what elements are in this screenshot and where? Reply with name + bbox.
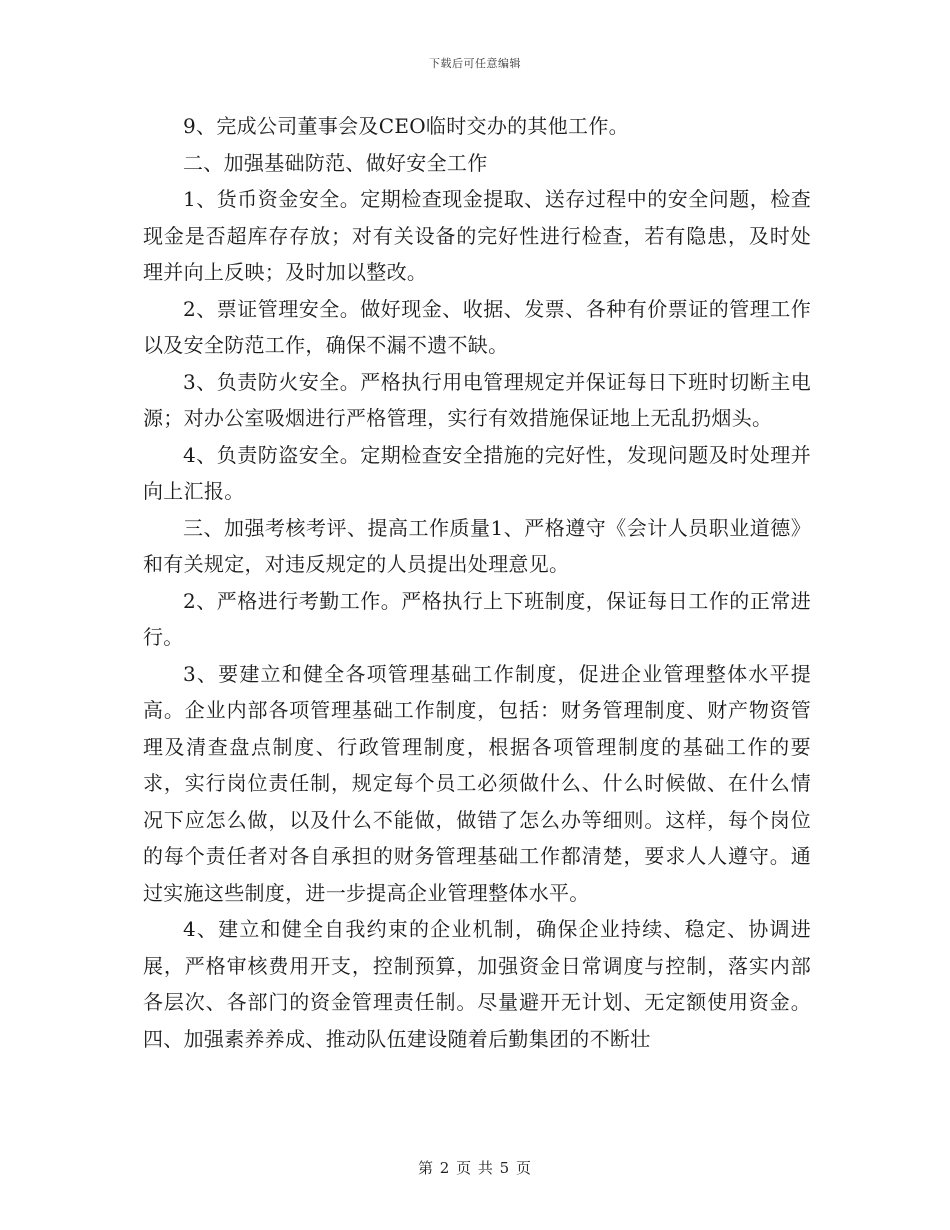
section-heading-3: 三、加强考核考评、提高工作质量1、严格遵守《会计人员职业道德》和有关规定，对违反规定的人员提出处理意见。 [143, 515, 811, 576]
paragraph-item-9: 9、完成公司董事会及CEO临时交办的其他工作。 [183, 114, 629, 138]
paragraph-management-system: 3、要建立和健全各项管理基础工作制度，促进企业管理整体水平提高。企业内部各项管理基础工作制度，包括：财务管理制度、财产物资管理及清查盘点制度、行政管理制度，根据各项管理制度的基础工作的要求，实行岗位责任制，规定每个员工必须做什么、什么时候做、在什么情况下应怎么做，以及什么不能做，做错了怎么办等细则。这样，每个岗位的每个责任者对各自承担的财务管理基础工作都清楚，要求人人遵守。通过实施这些制度，进一步提高企业管理整体水平。 [143, 661, 811, 905]
paragraph-self-restraint: 4、建立和健全自我约束的企业机制，确保企业持续、稳定、协调进展，严格审核费用开支，控制预算，加强资金日常调度与控制，落实内部各层次、各部门的资金管理责任制。尽量避开无计划、无定额使用资金。 四、加强素养养成、推动队伍建设随着后勤集团的不断壮 [143, 917, 811, 1051]
header-note: 下载后可任意编辑 [429, 57, 521, 70]
paragraph-voucher-safety: 2、票证管理安全。做好现金、收据、发票、各种有价票证的管理工作以及安全防范工作，确保不漏不遗不缺。 [143, 296, 811, 357]
paragraph-fire-safety: 3、负责防火安全。严格执行用电管理规定并保证每日下班时切断主电源；对办公室吸烟进行严格管理，实行有效措施保证地上无乱扔烟头。 [143, 369, 811, 430]
document-body [143, 108, 811, 1057]
page-number: 第 2 页 共 5 页 [418, 1159, 532, 1177]
paragraph-attendance: 2、严格进行考勤工作。严格执行上下班制度，保证每日工作的正常进行。 [143, 588, 811, 649]
paragraph-theft-safety: 4、负责防盗安全。定期检查安全措施的完好性，发现问题及时处理并向上汇报。 [143, 442, 811, 503]
paragraph-currency-safety: 1、货币资金安全。定期检查现金提取、送存过程中的安全问题，检查现金是否超库存存放；对有关设备的完好性进行检查，若有隐患，及时处理并向上反映；及时加以整改。 [143, 187, 811, 284]
section-heading-2: 二、加强基础防范、做好安全工作 [183, 150, 488, 175]
